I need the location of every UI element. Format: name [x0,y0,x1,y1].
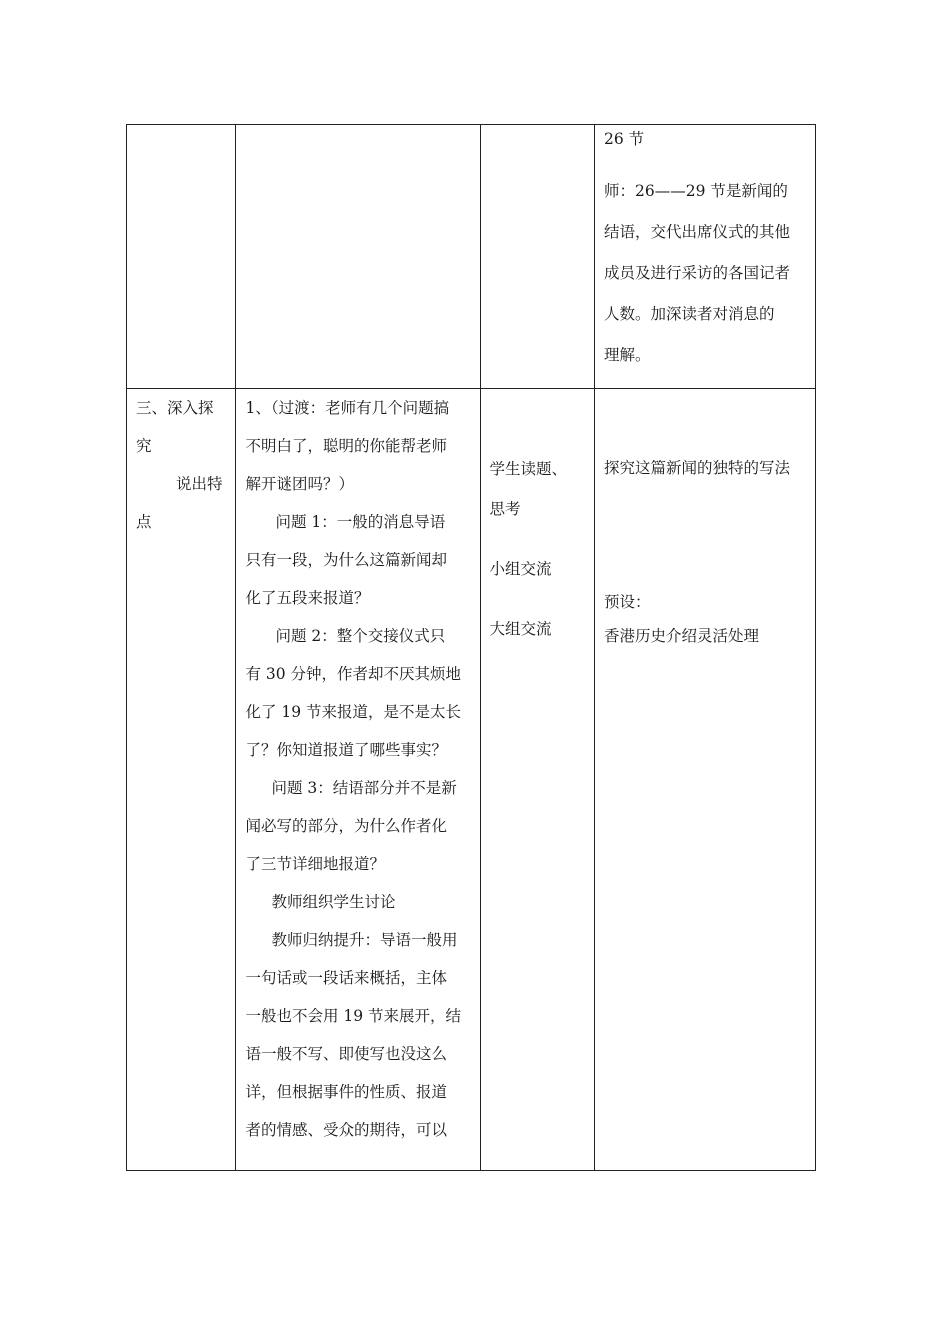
text-line: 大组交流 [489,620,552,638]
text-line: 化了五段来报道？ [245,589,370,607]
text-line: 解开谜团吗？） [245,475,354,493]
text-line: 问题 1：一般的消息导语 [275,513,446,531]
text-line: 探究这篇新闻的独特的写法 [604,459,791,477]
text-line: 闻必写的部分，为什么作者化 [245,817,447,835]
text-line: 师：26——29 节是新闻的 [604,182,788,200]
row1-student-activity-cell [480,125,594,389]
text-line: 点 [136,513,152,531]
text-line: 了三节详细地报道？ [245,855,385,873]
text-line: 结语，交代出席仪式的其他 [604,223,791,241]
row2-teacher-activity-cell [236,389,480,1171]
text-line: 问题 2：整个交接仪式只 [275,627,446,645]
text-line: 一句话或一段话来概括，主体 [245,969,447,987]
text-line: 问题 3：结语部分并不是新 [271,779,457,797]
text-line: 了？你知道报道了哪些事实？ [245,741,447,759]
text-line: 说出特 [176,475,223,493]
row1-teacher-activity-cell [236,125,480,389]
text-line: 三、深入探 [136,399,214,417]
text-line: 不明白了，聪明的你能帮老师 [245,437,447,455]
text-line: 究 [136,437,152,455]
lesson-plan-table [126,124,816,1171]
text-line: 人数。加深读者对消息的 [604,305,775,323]
text-line: 思考 [489,500,521,518]
text-line: 香港历史介绍灵活处理 [604,627,760,645]
text-line: 语一般不写、即使写也没这么 [245,1045,447,1063]
table-row [127,125,816,389]
text-line: 教师组织学生讨论 [271,893,396,911]
text-line: 化了 19 节来报道，是不是太长 [245,703,462,721]
row1-intent-cell [595,125,816,389]
text-line: 学生读题、 [489,460,568,478]
text-line: 预设： [604,593,651,611]
text-line: 一般也不会用 19 节来展开，结 [245,1007,462,1025]
text-line: 小组交流 [489,560,552,578]
text-line: 有 30 分钟，作者却不厌其烦地 [245,665,462,683]
row2-student-activity-cell [480,389,594,1171]
text-line: 者的情感、受众的期待，可以 [245,1121,447,1139]
text-line: 只有一段，为什么这篇新闻却 [245,551,447,569]
row1-stage-cell [127,125,236,389]
text-line: 详，但根据事件的性质、报道 [245,1083,447,1101]
text-line: 26 节 [604,130,645,148]
text-line: 1、（过渡：老师有几个问题搞 [245,399,450,417]
row2-stage-cell [127,389,236,1171]
text-line: 理解。 [604,346,651,364]
table-row [127,389,816,1171]
row2-intent-cell [595,389,816,1171]
text-line: 教师归纳提升：导语一般用 [271,931,458,949]
text-line: 成员及进行采访的各国记者 [604,264,791,282]
